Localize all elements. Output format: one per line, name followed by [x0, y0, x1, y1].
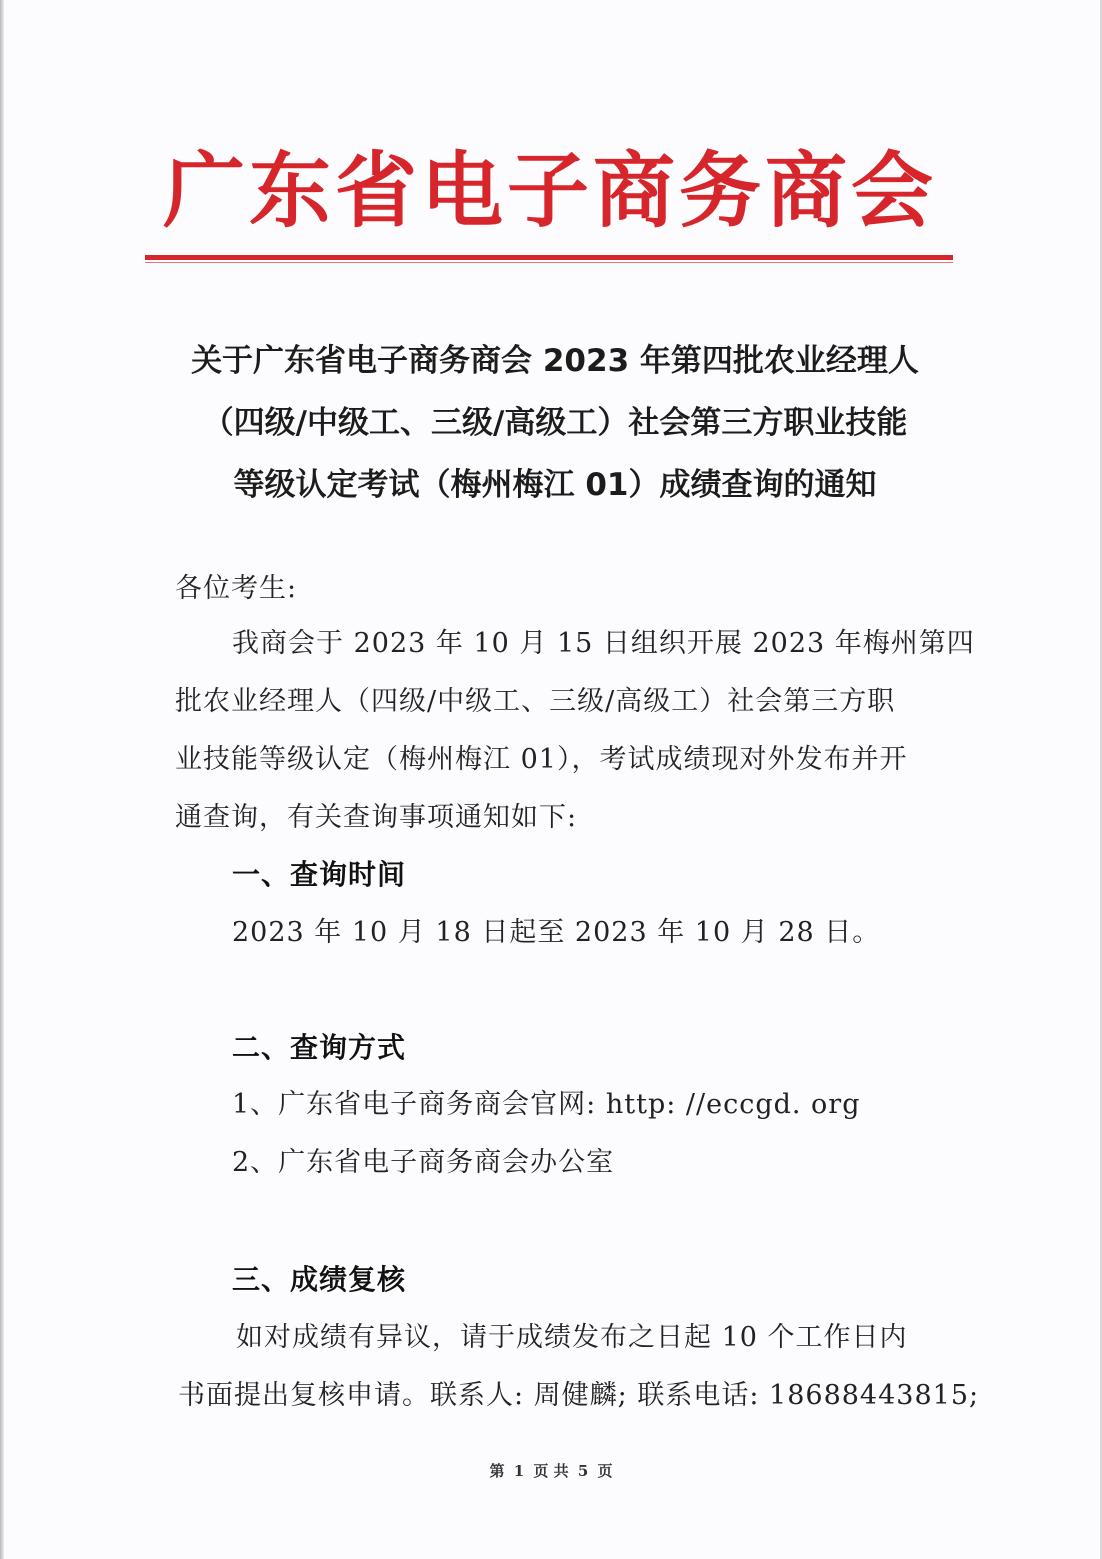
- masthead-title: 广东省电子商务商会: [162, 143, 937, 239]
- footer-middle: 页 共: [533, 1462, 569, 1480]
- score-review-line: 书面提出复核申请。联系人: 周健麟; 联系电话: 18688443815;: [178, 1380, 980, 1411]
- score-review-line: 如对成绩有异议，请于成绩发布之日起 10 个工作日内: [236, 1322, 908, 1353]
- masthead-red-rule: [145, 255, 953, 260]
- query-method-item: 1、广东省电子商务商会官网: http: //eccgd. org: [232, 1089, 861, 1120]
- document-title-line: （四级/中级工、三级/高级工）社会第三方职业技能: [202, 405, 908, 441]
- query-method-item: 2、广东省电子商务商会办公室: [232, 1147, 615, 1178]
- page-footer: [0, 1460, 1102, 1481]
- intro-line: 通查询，有关查询事项通知如下:: [175, 802, 578, 833]
- masthead-red-rule-thin: [145, 262, 953, 263]
- document-title: [160, 330, 950, 516]
- footer-prefix: 第: [489, 1462, 505, 1480]
- intro-line: 批农业经理人（四级/中级工、三级/高级工）社会第三方职: [175, 686, 896, 717]
- intro-line: 业技能等级认定（梅州梅江 01），考试成绩现对外发布并开: [175, 744, 908, 775]
- footer-page-number: 1: [513, 1462, 525, 1480]
- footer-suffix: 页: [597, 1462, 613, 1480]
- footer-total-pages: 5: [577, 1462, 589, 1480]
- section-heading-query-time: 一、查询时间: [232, 858, 407, 891]
- intro-line: 我商会于 2023 年 10 月 15 日组织开展 2023 年梅州第四: [232, 628, 975, 659]
- query-time-text: 2023 年 10 月 18 日起至 2023 年 10 月 28 日。: [232, 917, 881, 948]
- salutation: 各位考生:: [175, 573, 298, 604]
- section-heading-score-review: 三、成绩复核: [232, 1263, 407, 1296]
- document-title-line: 关于广东省电子商务商会 2023 年第四批农业经理人: [191, 343, 919, 379]
- section-heading-query-method: 二、查询方式: [232, 1031, 407, 1064]
- scan-edge-left: [0, 0, 4, 1559]
- document-title-line: 等级认定考试（梅州梅江 01）成绩查询的通知: [233, 467, 877, 503]
